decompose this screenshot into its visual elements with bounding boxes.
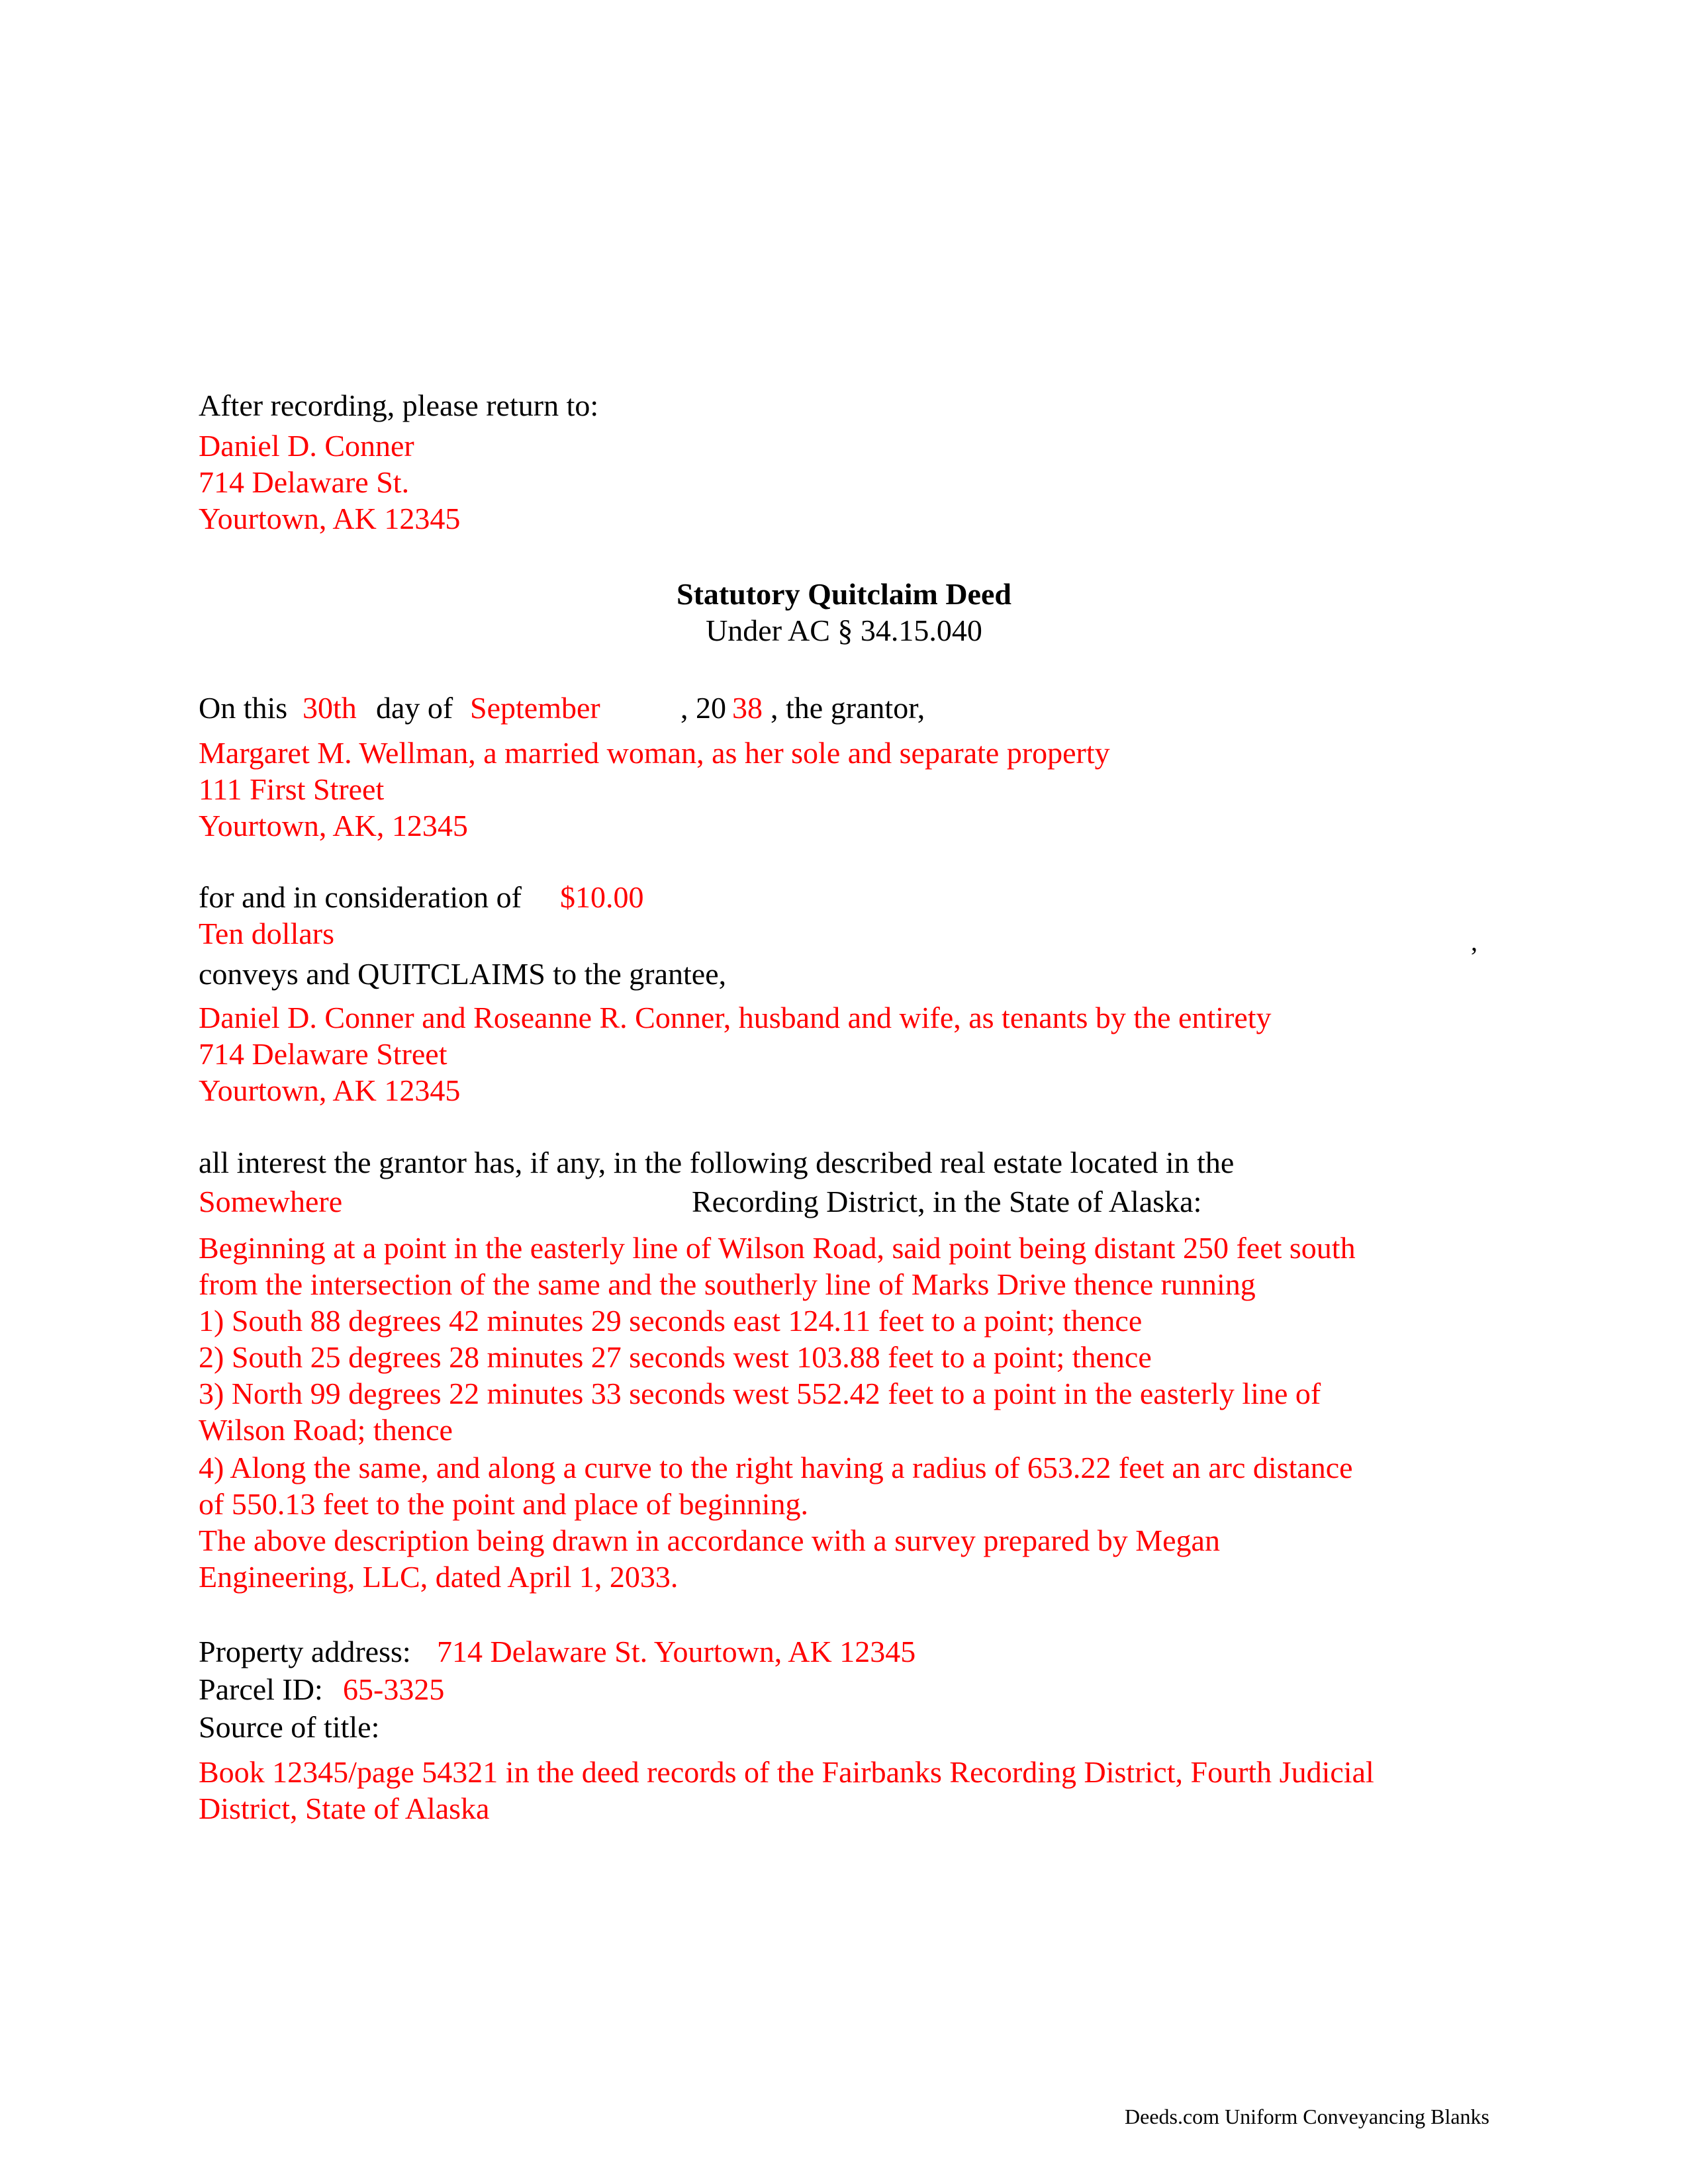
property-address-label: Property address:	[199, 1635, 411, 1668]
legal-line: Beginning at a point in the easterly line of Wilson Road, said point being distant 250 feet south	[199, 1231, 1356, 1265]
date-prefix: On this	[199, 691, 288, 725]
return-label: After recording, please return to:	[199, 388, 599, 422]
source-of-title-line1: Book 12345/page 54321 in the deed records of the Fairbanks Recording District, Fourth Judicial	[199, 1755, 1374, 1789]
legal-line: of 550.13 feet to the point and place of beginning.	[199, 1487, 809, 1521]
source-of-title-label: Source of title:	[199, 1710, 380, 1744]
grantee-name: Daniel D. Conner and Roseanne R. Conner, husband and wife, as tenants by the entirety	[199, 1001, 1272, 1034]
legal-line: 3) North 99 degrees 22 minutes 33 seconds west 552.42 feet to a point in the easterly line of	[199, 1377, 1321, 1410]
deed-subtitle: Under AC § 34.15.040	[706, 614, 982, 647]
return-city: Yourtown, AK 12345	[199, 502, 461, 535]
source-of-title-line2: District, State of Alaska	[199, 1792, 490, 1825]
legal-line: 4) Along the same, and along a curve to the right having a radius of 653.22 feet an arc distance	[199, 1451, 1353, 1484]
deed-title: Statutory Quitclaim Deed	[677, 577, 1011, 611]
parcel-id: 65-3325	[343, 1672, 445, 1706]
date-suffix: , the grantor,	[771, 691, 925, 725]
grantee-street: 714 Delaware Street	[199, 1037, 447, 1071]
footer-credit: Deeds.com Uniform Conveyancing Blanks	[1125, 2105, 1489, 2128]
return-street: 714 Delaware St.	[199, 465, 410, 499]
consideration-label: for and in consideration of	[199, 880, 522, 914]
legal-line: 2) South 25 degrees 28 minutes 27 seconds west 103.88 feet to a point; thence	[199, 1340, 1152, 1374]
grantor-street: 111 First Street	[199, 772, 385, 806]
consideration-comma: ,	[1471, 927, 1477, 956]
date-year-prefix: , 20	[680, 691, 726, 725]
property-address: 714 Delaware St. Yourtown, AK 12345	[437, 1635, 916, 1668]
parcel-id-label: Parcel ID:	[199, 1672, 323, 1706]
recording-district: Somewhere	[199, 1185, 343, 1218]
consideration-words: Ten dollars	[199, 917, 335, 950]
date-month: September	[470, 691, 600, 725]
legal-line: The above description being drawn in accordance with a survey prepared by Megan	[199, 1524, 1220, 1557]
legal-line: Wilson Road; thence	[199, 1413, 453, 1447]
grantee-city: Yourtown, AK 12345	[199, 1073, 461, 1107]
interest-text: all interest the grantor has, if any, in the following described real estate located in the	[199, 1146, 1235, 1179]
legal-line: 1) South 88 degrees 42 minutes 29 seconds east 124.11 feet to a point; thence	[199, 1304, 1143, 1338]
date-year-suffix: 38	[732, 691, 763, 725]
date-day-of: day of	[376, 691, 453, 725]
conveys-label: conveys and QUITCLAIMS to the grantee,	[199, 957, 727, 991]
legal-line: Engineering, LLC, dated April 1, 2033.	[199, 1560, 679, 1594]
grantor-name: Margaret M. Wellman, a married woman, as her sole and separate property	[199, 736, 1110, 770]
consideration-amount: $10.00	[560, 880, 644, 914]
recording-district-suffix: Recording District, in the State of Alaska:	[692, 1185, 1202, 1218]
return-name: Daniel D. Conner	[199, 429, 414, 463]
date-day: 30th	[303, 691, 357, 725]
legal-line: from the intersection of the same and the southerly line of Marks Drive thence running	[199, 1267, 1256, 1301]
grantor-city: Yourtown, AK, 12345	[199, 809, 468, 842]
